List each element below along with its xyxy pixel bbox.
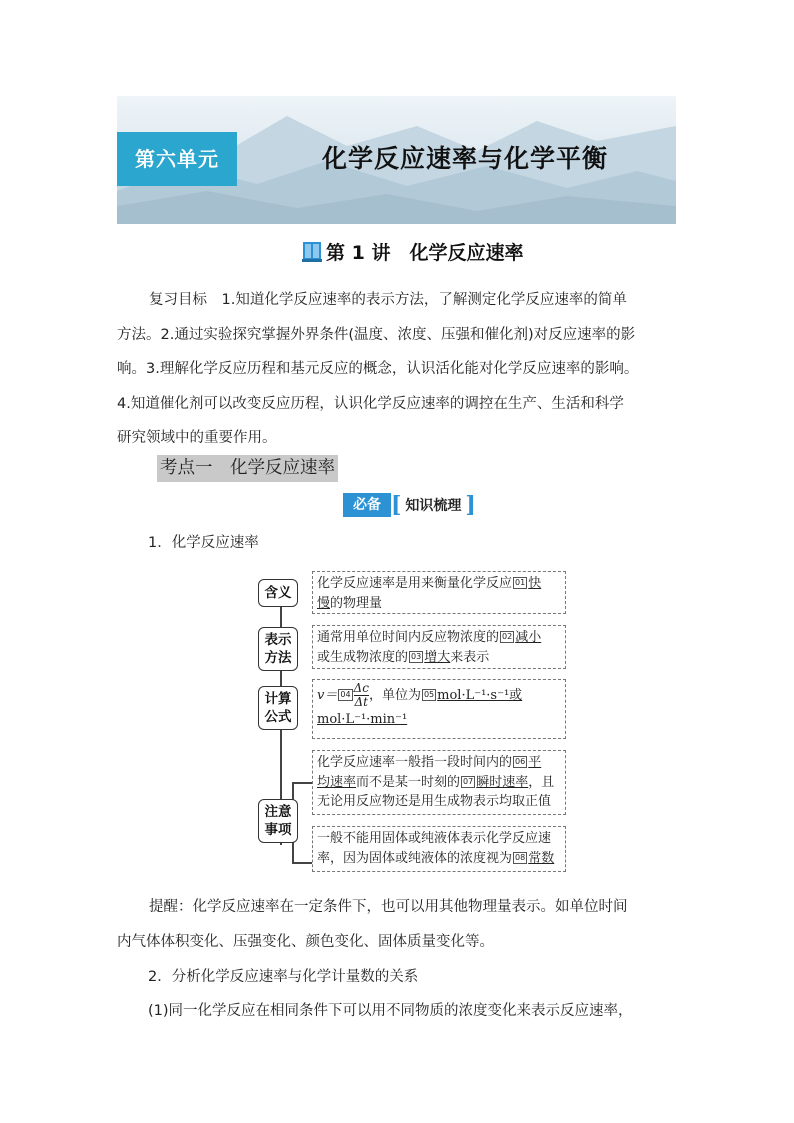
label-meaning (258, 579, 298, 607)
blank-number: 04 (340, 690, 351, 699)
connector-line (292, 782, 312, 784)
blank-number: 06 (515, 757, 526, 766)
text: 化学反应速率是用来衡量化学反应 (317, 576, 513, 591)
answer: 增大 (424, 649, 451, 665)
reminder-line: 提醒：化学反应速率在一定条件下，也可以用其他物理量表示。如单位时间 (149, 899, 628, 915)
goals-line: 响。3.理解化学反应历程和基元反应的概念，认识活化能对化学反应速率的影响。 (117, 361, 639, 377)
blank-number: 03 (411, 651, 422, 661)
note-box-1 (312, 750, 566, 815)
answer: 慢 (317, 595, 331, 611)
formula-box (312, 679, 566, 739)
label-text: 注意 (264, 804, 292, 820)
must-badge: 必备 (343, 493, 391, 517)
text: 而不是某一时刻的 (356, 774, 461, 790)
label-method (258, 627, 298, 671)
section-heading: 2．分析化学反应速率与化学计量数的关系 (148, 969, 419, 985)
body-line: (1)同一化学反应在相同条件下可以用不同物质的浓度变化来表示反应速率， (148, 1003, 633, 1019)
reminder-line: 内气体体积变化、压强变化、颜色变化、固体质量变化等。 (117, 933, 494, 950)
lecture-title: 第 1 讲 化学反应速率 (326, 241, 524, 264)
label-text: 表示 (264, 632, 292, 648)
answer: mol·L⁻¹·min⁻¹ (317, 712, 408, 727)
method-box (312, 625, 566, 669)
knowledge-badge (343, 493, 476, 517)
meaning-box (312, 571, 566, 614)
label-text: 方法 (264, 650, 292, 666)
blank-number: 01 (515, 578, 526, 587)
unit-label: 第六单元 (117, 132, 237, 186)
bracket-right: ] (465, 492, 476, 518)
text: v＝ (317, 688, 338, 703)
bracket-left: [ (391, 492, 402, 518)
text: 或生成物浓度的 (317, 649, 409, 665)
answer: 瞬时速率 (476, 774, 529, 790)
blank-number: 02 (502, 632, 513, 641)
unit-banner (117, 96, 676, 224)
goals-line: 方法。2.通过实验探究掌握外界条件(温度、浓度、压强和催化剂)对反应速率的影 (117, 326, 636, 343)
note-box-2 (312, 826, 566, 872)
text: ，且 (528, 774, 555, 790)
text: 来表示 (450, 649, 490, 665)
answer: 减小 (515, 630, 542, 645)
label-text: 计算 (264, 691, 292, 707)
blank-number: 05 (423, 690, 435, 699)
blank-number: 08 (515, 852, 526, 862)
label-text: 含义 (264, 585, 292, 601)
goals-line: 4.知道催化剂可以改变反应历程，认识化学反应速率的调控在生产、生活和科学 (117, 395, 624, 412)
answer: 平 (528, 755, 542, 770)
text: 化学反应速率一般指一段时间内的 (317, 755, 513, 770)
answer: 快 (528, 576, 542, 591)
label-text: 事项 (264, 822, 292, 838)
concept-diagram (256, 570, 568, 875)
goals-line: 研究领域中的重要作用。 (117, 430, 277, 446)
knowledge-label: 知识梳理 (405, 498, 462, 514)
rate-fraction (354, 682, 369, 709)
label-formula (258, 686, 298, 730)
reminder-paragraph (117, 890, 679, 959)
answer: 均速率 (317, 774, 357, 790)
answer: mol·L⁻¹·s⁻¹或 (437, 688, 523, 703)
text: 率，因为固体或纯液体的浓度视为 (317, 850, 513, 866)
connector-line (292, 862, 312, 864)
label-text: 公式 (264, 709, 292, 725)
text: 的物理量 (330, 595, 383, 611)
label-notes (258, 799, 298, 843)
answer: 常数 (528, 850, 555, 866)
denominator: Δt (354, 695, 368, 709)
book-icon (302, 240, 322, 262)
text: 无论用反应物还是用生成物表示均取正值 (317, 794, 552, 809)
unit-title: 化学反应速率与化学平衡 (322, 144, 609, 173)
goals-line: 复习目标 1.知道化学反应速率的表示方法，了解测定化学反应速率的简单 (149, 292, 627, 308)
numerator: Δc (353, 681, 369, 695)
lecture-heading (302, 234, 523, 268)
review-goals (117, 283, 679, 456)
section-heading: 1．化学反应速率 (148, 535, 259, 551)
text: 通常用单位时间内反应物浓度的 (317, 630, 500, 645)
text: 一般不能用固体或纯液体表示化学反应速 (317, 831, 552, 846)
exam-point-heading: 考点一 化学反应速率 (157, 455, 338, 482)
blank-number: 07 (463, 776, 474, 786)
text: ，单位为 (368, 688, 421, 703)
